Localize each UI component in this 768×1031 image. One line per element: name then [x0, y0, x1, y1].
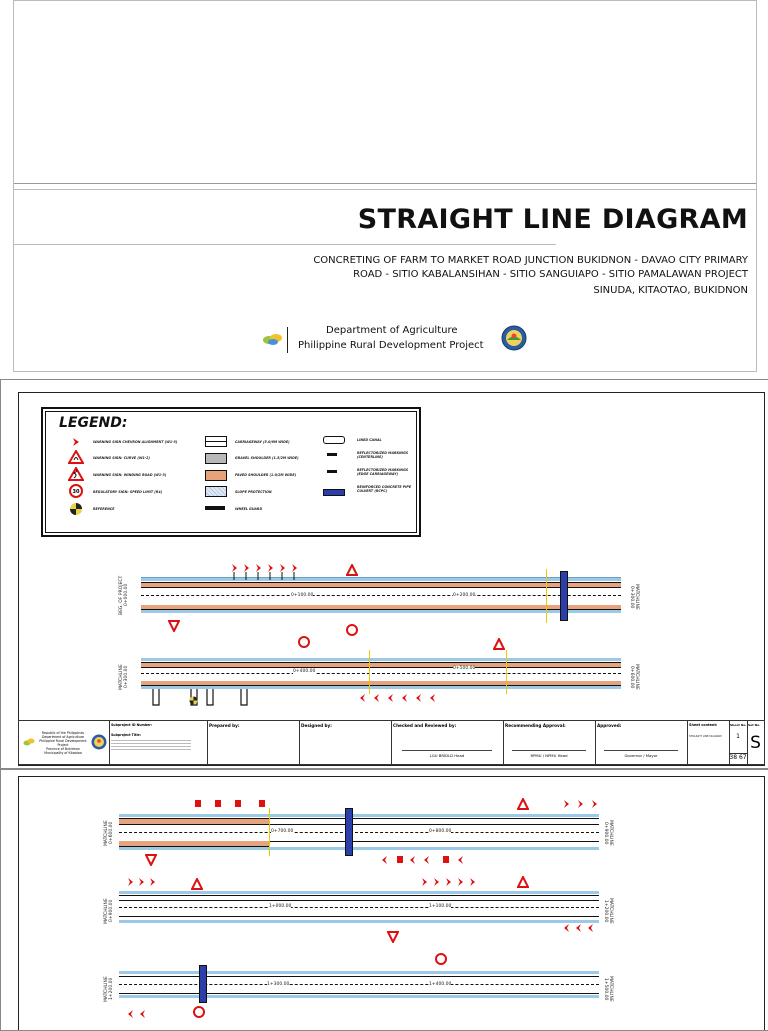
legend-title: LEGEND: [59, 415, 128, 431]
paved-shoulder-swatch [205, 470, 227, 481]
s2-row3-start-label: MATCHLINE 1+200.00 [104, 976, 114, 1002]
s2-chevrons-row2 [125, 876, 165, 890]
cover-sheet [13, 0, 757, 372]
agency-line2: Philippine Rural Development Project [298, 340, 484, 351]
tb-checked-signatory: LGU BRIDLD Head [429, 753, 465, 758]
wheel-guards-row2 [151, 689, 261, 709]
tb-subproject-title: Subproject Title: [111, 733, 141, 737]
cover-project-line2: ROAD - SITIO KABALANSIHAN - SITIO SANGUIAPO - SITIO PAMALAWAN PROJECT [353, 269, 748, 280]
s2-curve-row2-b [517, 876, 529, 888]
agency-divider [287, 327, 288, 353]
tb-designed-label: Designed by: [301, 723, 332, 728]
s2-row2-station-a: 1+000.00 [269, 904, 292, 909]
row1-station-a: 0+100.00 [291, 593, 314, 598]
cover-rule-top [14, 183, 756, 184]
legend-item-canal: LINED CANAL [357, 438, 382, 442]
speed-sign-row1-b [346, 624, 358, 636]
road-row1 [141, 577, 621, 615]
tb-designed [299, 721, 392, 764]
wheel-guard-swatch [205, 506, 225, 510]
cover-title-underline [14, 244, 556, 245]
s2-chevrons-row1-c [561, 798, 601, 812]
tb-approved-signatory: Governor / Mayor [624, 753, 658, 758]
tb-subproject [109, 721, 208, 764]
tb-agency-text: Republic of the Philippines Department of Agriculture Philippine Rural Development Project Province of Bukidnon Municipality of Kitaotao [39, 731, 87, 755]
lined-canal-swatch [323, 436, 345, 444]
reference-icon-row2 [189, 696, 198, 705]
tb-agency [19, 721, 110, 764]
legend-item-rcpc: REINFORCED CONCRETE PIPE CULVERT (RCPC) [357, 485, 412, 493]
speed-limit-sign-icon [69, 484, 83, 498]
svg-text:30: 30 [72, 489, 80, 495]
tb-da-logo [23, 737, 35, 747]
legend-item-curve: WARNING SIGN: CURVE (W1-2) [93, 456, 150, 460]
tb-sheet-content-value: STRAIGHT LINE DIAGRAM [689, 735, 722, 738]
s2-row2-end-label: MATCHLINE 1+200.00 [603, 898, 613, 924]
row1-start-label: BEG. OF PROJECT 0+000.00 [119, 575, 129, 615]
s2-road-row3 [119, 971, 599, 1001]
s2-chevrons-row1 [193, 798, 273, 816]
slope-protection-swatch [205, 486, 227, 497]
row2-station-a: 0+400.00 [293, 669, 316, 674]
gravel-shoulder-swatch [205, 453, 227, 464]
tb-prepared [207, 721, 300, 764]
row2-start-label: MATCHLINE 0+300.00 [119, 664, 129, 690]
rcpc-swatch [323, 489, 345, 496]
s2-chevrons-row2-c [561, 922, 601, 936]
winding-road-sign-icon [68, 467, 84, 481]
s2-curve-row1-b [145, 854, 157, 866]
tb-recommending-label: Recommending Approval: [505, 723, 566, 728]
s2-curve-row2 [191, 878, 203, 890]
legend-box [41, 407, 421, 537]
cover-rule-top2 [14, 189, 756, 190]
row1-end-label: MATCHLINE 0+300.00 [629, 584, 639, 610]
s2-speed-row3 [193, 1006, 205, 1018]
tb-recommending [503, 721, 596, 764]
carriageway-swatch [205, 436, 227, 447]
cover-title: STRAIGHT LINE DIAGRAM [357, 204, 748, 235]
tb-checked [391, 721, 504, 764]
tb-sheet-total: 38 67 [729, 754, 747, 761]
centerline-marking-swatch [327, 453, 337, 456]
curve-sign-icon [68, 450, 84, 464]
cover-project-line1: CONCRETING OF FARM TO MARKET ROAD JUNCTION BUKIDNON - DAVAO CITY PRIMARY [313, 255, 748, 266]
chevron-sign-icon [71, 437, 81, 447]
row1-station-b: 0+200.00 [453, 593, 476, 598]
legend-item-edge: REFLECTORIZED MARKINGS (EDGE CARRIAGEWAY) [357, 468, 409, 476]
tb-sheet-no [729, 721, 748, 764]
reference-icon [69, 502, 83, 516]
tb-sheet-content-label: Sheet content: [689, 723, 718, 727]
row2-station-b: 0+500.00 [453, 666, 476, 671]
tb-set-letter: S [750, 733, 761, 753]
curve-sign-row1 [346, 564, 358, 576]
tb-subproject-label: Subproject ID Number: [111, 723, 153, 727]
tb-prdp-seal [91, 734, 107, 750]
sheet-1 [0, 379, 768, 769]
s2-speed-row2 [435, 953, 447, 965]
title-block [18, 720, 765, 765]
s2-row1-end-label: MATCHLINE 0+900.00 [603, 820, 613, 846]
tb-set-no [747, 721, 764, 764]
edge-marking-swatch [327, 470, 337, 473]
legend-item-chevron: WARNING SIGN CHEVRON ALIGNMENT (W1-3) [93, 440, 178, 444]
legend-item-paved: PAVED SHOULDER (1.0/2M WIDE) [235, 473, 297, 477]
road-row2 [141, 658, 621, 688]
tb-sheet-content [687, 721, 730, 764]
tb-recommending-line [512, 750, 586, 751]
cover-location: SINUDA, KITAOTAO, BUKIDNON [593, 285, 748, 296]
s2-row3-station-a: 1+300.00 [267, 982, 290, 987]
tb-approved-line [604, 750, 678, 751]
s2-curve-row1 [517, 798, 529, 810]
da-logo [262, 331, 284, 347]
s2-curve-row2-c [387, 931, 399, 943]
s2-row3-end-label: MATCHLINE 1+500.00 [603, 976, 613, 1002]
s2-chevrons-row2-b [419, 876, 489, 890]
tb-checked-line [402, 750, 492, 751]
tb-approved-label: Approved: [597, 723, 622, 728]
sheet-2 [0, 769, 768, 1031]
legend-item-slope: SLOPE PROTECTION [235, 490, 272, 494]
prdp-seal [501, 325, 527, 351]
row2-end-label: MATCHLINE 0+600.00 [629, 664, 639, 690]
legend-item-reference: REFERENCE [93, 507, 115, 511]
legend-item-centerline: REFLECTORIZED MARKINGS (CENTERLINE) [357, 451, 409, 459]
curve-sign-row2 [493, 638, 505, 650]
tb-sheet-no-label: Sheet No. [730, 723, 747, 727]
legend-item-wheelguard: WHEEL GUARD [235, 507, 263, 511]
tb-recommending-signatory: RPMU / NPMU Head [530, 753, 568, 758]
s2-row1-station-a: 0+700.00 [271, 829, 294, 834]
s2-road-row1 [119, 814, 599, 852]
legend-item-carriageway: CARRIAGEWAY (5.0/6M WIDE) [235, 440, 290, 444]
s2-row2-station-b: 1+100.00 [429, 904, 452, 909]
legend-item-winding: WARNING SIGN: WINDING ROAD (W1-3) [93, 473, 167, 477]
s2-row1-station-b: 0+800.00 [429, 829, 452, 834]
legend-item-gravel: GRAVEL SHOULDER (1.5/2M WIDE) [235, 456, 299, 460]
s2-chevrons-row3 [125, 1008, 165, 1020]
curve-sign-row1-b [168, 620, 180, 632]
tb-prepared-label: Prepared by: [209, 723, 240, 728]
tb-subproject-lines [111, 738, 191, 750]
tb-approved [595, 721, 688, 764]
tb-checked-label: Checked and Reviewed by: [393, 723, 457, 728]
agency-line1: Department of Agriculture [326, 325, 458, 336]
s2-row3-station-b: 1+400.00 [429, 982, 452, 987]
chevron-signs-row2 [357, 692, 447, 708]
chevron-signs-row1 [229, 562, 309, 580]
s2-row1-start-label: MATCHLINE 0+600.00 [104, 820, 114, 846]
s2-row2-start-label: MATCHLINE 0+900.00 [104, 898, 114, 924]
s2-chevrons-row1-b [379, 854, 469, 868]
tb-sheet-no-value: 1 [736, 733, 740, 740]
tb-set-no-label: Set No. [748, 723, 761, 727]
speed-sign-row1-a [298, 636, 310, 648]
legend-item-speed: REGULATORY SIGN: SPEED LIMIT (R4) [93, 490, 163, 494]
s2-road-row2 [119, 891, 599, 925]
